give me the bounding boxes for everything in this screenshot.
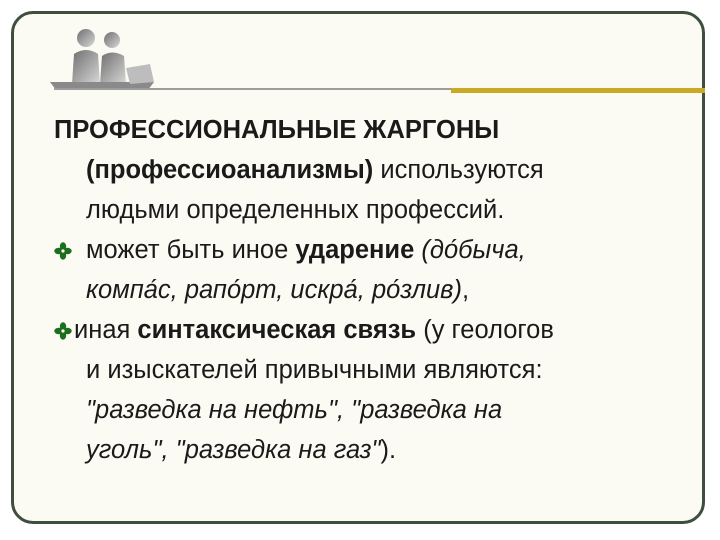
diamond-bullet-icon xyxy=(54,322,72,340)
bullet-syntax-text: иная xyxy=(74,316,138,344)
bullet-syntax-examples-2: уголь", "разведка на газ" xyxy=(86,436,381,464)
bullet-stress xyxy=(54,230,709,310)
bullet-stress-examples-2: компа́с, рапо́рт, искра́, ро́злив) xyxy=(86,276,462,304)
bullet-stress-line-1 xyxy=(54,230,709,270)
bullet-syntax-tail: ). xyxy=(380,436,397,464)
header-rule-gray xyxy=(54,88,451,90)
bullet-stress-tail: , xyxy=(461,276,470,304)
bullet-syntax xyxy=(54,310,709,470)
people-at-desk-logo-icon xyxy=(42,24,162,94)
bullet-syntax-text-2: (у геологов xyxy=(416,316,554,344)
definition-line-2: людьми определенных профессий. xyxy=(86,196,505,224)
bullet-stress-text: может быть иное xyxy=(86,236,296,264)
slide-frame xyxy=(11,11,705,524)
diamond-bullet-icon xyxy=(54,242,72,260)
bullet-syntax-term: синтаксическая связь xyxy=(137,316,417,344)
definition-text: используются xyxy=(373,156,544,184)
definition-line-1 xyxy=(54,150,709,190)
slide-heading: ПРОФЕССИОНАЛЬНЫЕ ЖАРГОНЫ xyxy=(54,116,500,144)
slide-body xyxy=(54,110,709,470)
bullet-syntax-examples-1: "разведка на нефть", "разведка на xyxy=(86,396,503,424)
bullet-syntax-line-4 xyxy=(54,430,709,470)
definition-term: (профессиоанализмы) xyxy=(86,156,374,184)
definition-paragraph xyxy=(54,110,709,230)
bullet-syntax-line-2: и изыскателей привычными являются: xyxy=(86,356,543,384)
bullet-stress-line-2 xyxy=(54,270,709,310)
bullet-syntax-line-1 xyxy=(54,310,709,350)
bullet-stress-term: ударение xyxy=(295,236,415,264)
bullet-stress-examples-1: (до́быча, xyxy=(421,236,526,264)
header-rule-gold xyxy=(451,88,705,93)
